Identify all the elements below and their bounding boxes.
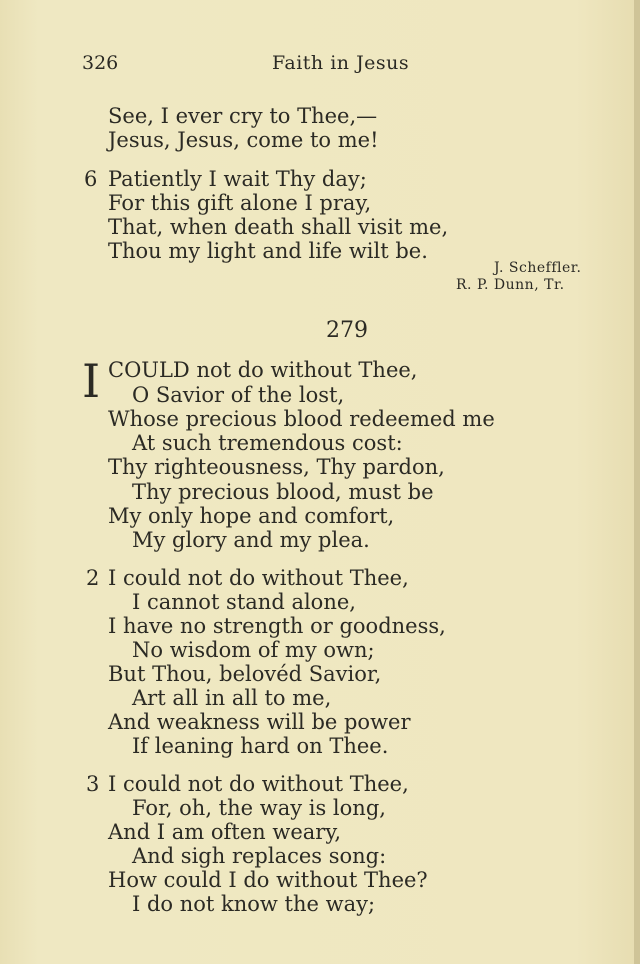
verse-line: Whose precious blood redeemed me bbox=[108, 407, 495, 431]
verse-line: My only hope and comfort, bbox=[108, 504, 395, 528]
verse-line: I do not know the way; bbox=[132, 892, 376, 916]
verse-line: I have no strength or goodness, bbox=[108, 614, 446, 638]
verse-line: Thou my light and life wilt be. bbox=[108, 239, 428, 263]
verse-line: And sigh replaces song: bbox=[132, 844, 387, 868]
running-title: Faith in Jesus bbox=[272, 52, 410, 74]
verse-line: For this gift alone I pray, bbox=[108, 191, 372, 215]
verse-line: If leaning hard on Thee. bbox=[132, 734, 389, 758]
stanza-number: 6 bbox=[84, 167, 98, 191]
verse-line: Art all in all to me, bbox=[132, 686, 332, 710]
verse-line: Patiently I wait Thy day; bbox=[108, 167, 367, 191]
verse-line: I could not do without Thee, bbox=[108, 566, 409, 590]
verse-line: For, oh, the way is long, bbox=[132, 796, 386, 820]
verse-line: No wisdom of my own; bbox=[132, 638, 375, 662]
verse-line: How could I do without Thee? bbox=[108, 868, 428, 892]
stanza-number: 2 bbox=[86, 566, 100, 590]
verse-line: And I am often weary, bbox=[108, 820, 342, 844]
page-number: 326 bbox=[82, 52, 119, 74]
verse-line: My glory and my plea. bbox=[132, 528, 370, 552]
drop-cap: I bbox=[82, 354, 101, 408]
verse-line: I cannot stand alone, bbox=[132, 590, 356, 614]
verse-line: And weakness will be power bbox=[108, 710, 411, 734]
verse-line: See, I ever cry to Thee,— bbox=[108, 104, 378, 128]
verse-line: O Savior of the lost, bbox=[132, 383, 345, 407]
verse-line: Jesus, Jesus, come to me! bbox=[108, 128, 379, 152]
verse-line: At such tremendous cost: bbox=[132, 431, 403, 455]
verse-line: But Thou, belovéd Savior, bbox=[108, 662, 382, 686]
page-edge bbox=[634, 0, 640, 964]
verse-line: COULD not do without Thee, bbox=[108, 358, 418, 382]
verse-line: Thy precious blood, must be bbox=[132, 480, 434, 504]
verse-line: Thy righteousness, Thy pardon, bbox=[108, 455, 445, 479]
translator-credit: R. P. Dunn, Tr. bbox=[456, 277, 565, 293]
hymn-number: 279 bbox=[326, 318, 368, 343]
verse-line: I could not do without Thee, bbox=[108, 772, 409, 796]
stanza-number: 3 bbox=[86, 772, 100, 796]
author-credit: J. Scheffler. bbox=[494, 260, 582, 276]
verse-line: That, when death shall visit me, bbox=[108, 215, 449, 239]
